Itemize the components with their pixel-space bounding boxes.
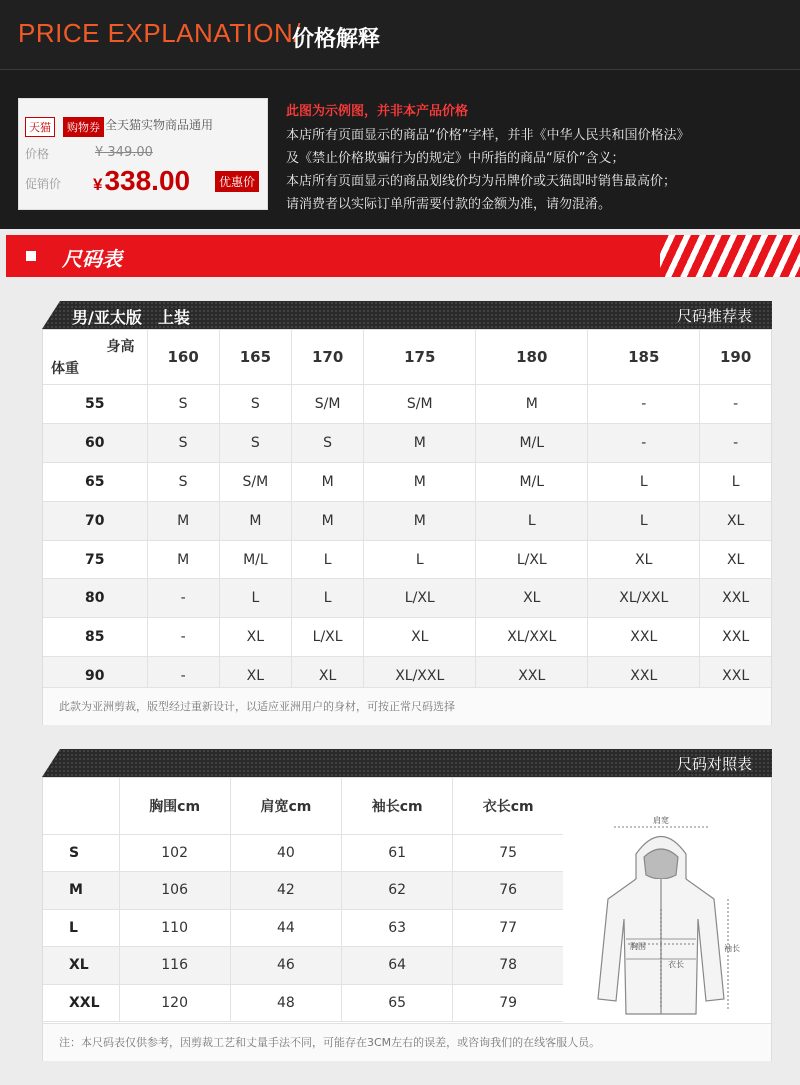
measure-col-header: 胸围cm <box>119 778 230 834</box>
yen-symbol: ¥ <box>93 175 103 194</box>
promo-label: 促销价 <box>25 177 62 191</box>
size-cell: XL/XXL <box>588 579 700 618</box>
recommend-row <box>43 423 771 462</box>
size-row-header: XXL <box>43 984 119 1022</box>
size-cell: - <box>147 579 219 618</box>
size-cell: XL/XXL <box>476 618 588 657</box>
size-cell: - <box>588 423 700 462</box>
height-col-header: 165 <box>219 330 291 385</box>
measure-cell: 78 <box>453 947 563 985</box>
size-cell: L <box>588 462 700 501</box>
size-cell: XL <box>292 657 364 696</box>
size-row-header: M <box>43 872 119 910</box>
figure-length-label: 衣长 <box>668 960 684 969</box>
measure-cell: 63 <box>342 909 453 947</box>
figure-sleeve-label: 袖长 <box>724 944 740 953</box>
size-cell: L/XL <box>476 540 588 579</box>
price-label: 价格 <box>25 147 50 161</box>
size-cell: L <box>292 540 364 579</box>
size-cell: S <box>219 385 291 424</box>
size-cell: XL <box>219 618 291 657</box>
size-row-header: XL <box>43 947 119 985</box>
measure-cell: 64 <box>342 947 453 985</box>
sample-price-card <box>18 98 268 210</box>
price-explanation-title-cn: 价格解释 <box>292 27 381 52</box>
size-cell: S/M <box>364 385 476 424</box>
size-cell: XL <box>476 579 588 618</box>
size-cell: - <box>588 385 700 424</box>
height-col-header: 175 <box>364 330 476 385</box>
size-row-header: L <box>43 909 119 947</box>
original-price: ¥ 349.00 <box>95 145 153 160</box>
measure-cell: 120 <box>119 984 230 1022</box>
size-chart-section <box>0 229 800 1085</box>
recommend-grid <box>43 330 771 696</box>
size-cell: S <box>147 385 219 424</box>
recommend-table-title-left: 男/亚太版 上装 <box>72 308 190 327</box>
weight-row-header: 80 <box>43 579 147 618</box>
measure-cell: 79 <box>453 984 563 1022</box>
price-note-line: 请消费者以实际订单所需要付款的金额为准，请勿混淆。 <box>286 197 612 212</box>
size-cell: M <box>292 501 364 540</box>
size-cell: M <box>147 540 219 579</box>
measure-cell: 48 <box>230 984 341 1022</box>
weight-row-header: 65 <box>43 462 147 501</box>
compare-table-header <box>42 749 772 777</box>
size-cell: M/L <box>476 423 588 462</box>
size-cell: XL <box>364 618 476 657</box>
size-cell: XL <box>588 540 700 579</box>
size-cell: S <box>292 423 364 462</box>
discount-tag: 优惠价 <box>215 171 259 192</box>
jacket-measurement-figure <box>586 799 740 1029</box>
corner-cell <box>43 330 147 385</box>
measure-cell: 77 <box>453 909 563 947</box>
price-explanation-title-en: PRICE EXPLANATION/ <box>18 18 302 48</box>
size-cell: L <box>292 579 364 618</box>
size-cell: XL <box>700 501 771 540</box>
recommend-row <box>43 618 771 657</box>
size-cell: L/XL <box>364 579 476 618</box>
price-explanation-section <box>0 0 800 229</box>
measure-cell: 62 <box>342 872 453 910</box>
measure-col-header: 衣长cm <box>453 778 563 834</box>
recommend-row <box>43 540 771 579</box>
size-cell: L/XL <box>292 618 364 657</box>
compare-row <box>43 909 563 947</box>
weight-axis-label: 体重 <box>51 361 79 377</box>
banner-square-icon <box>26 251 36 261</box>
size-cell: S <box>147 423 219 462</box>
measure-cell: 76 <box>453 872 563 910</box>
size-cell: L <box>476 501 588 540</box>
sale-price-value: 338.00 <box>104 165 191 196</box>
measure-cell: 40 <box>230 834 341 872</box>
measure-cell: 102 <box>119 834 230 872</box>
size-cell: S <box>219 423 291 462</box>
size-cell: S <box>147 462 219 501</box>
measure-cell: 42 <box>230 872 341 910</box>
size-cell: - <box>147 657 219 696</box>
recommend-note: 此款为亚洲剪裁，版型经过重新设计，以适应亚洲用户的身材，可按正常尺码选择 <box>43 687 771 725</box>
weight-row-header: 75 <box>43 540 147 579</box>
sale-price <box>93 165 190 197</box>
height-col-header: 160 <box>147 330 219 385</box>
recommend-table-title-right: 尺码推荐表 <box>676 307 752 325</box>
size-cell: L <box>364 540 476 579</box>
recommend-header-row <box>43 330 771 385</box>
recommend-row <box>43 501 771 540</box>
weight-row-header: 70 <box>43 501 147 540</box>
measure-cell: 75 <box>453 834 563 872</box>
coupon-tag: 购物券 <box>63 117 104 137</box>
size-cell: XL <box>700 540 771 579</box>
size-cell: M <box>364 423 476 462</box>
compare-row <box>43 834 563 872</box>
price-notes-title: 此图为示例图，并非本产品价格 <box>286 104 469 119</box>
figure-chest-label: 胸围 <box>630 942 646 951</box>
compare-table-title-right: 尺码对照表 <box>676 755 752 773</box>
size-cell: - <box>147 618 219 657</box>
measure-col-header: 袖长cm <box>342 778 453 834</box>
weight-row-header: 55 <box>43 385 147 424</box>
size-cell: M <box>219 501 291 540</box>
size-cell: XL/XXL <box>364 657 476 696</box>
recommend-table <box>42 329 772 725</box>
size-cell: XL <box>219 657 291 696</box>
recommend-row <box>43 579 771 618</box>
figure-shoulder-label: 肩宽 <box>653 816 669 825</box>
size-cell: XXL <box>700 579 771 618</box>
size-cell: M <box>292 462 364 501</box>
size-cell: XXL <box>700 618 771 657</box>
size-cell: M <box>147 501 219 540</box>
weight-row-header: 90 <box>43 657 147 696</box>
measure-cell: 110 <box>119 909 230 947</box>
price-notes <box>286 100 786 216</box>
height-axis-label: 身高 <box>106 339 135 355</box>
price-note-line: 及《禁止价格欺骗行为的规定》中所指的商品“原价”含义； <box>286 151 625 166</box>
compare-header-row <box>43 778 563 834</box>
size-cell: XXL <box>700 657 771 696</box>
size-cell: M <box>364 462 476 501</box>
size-row-header: S <box>43 834 119 872</box>
compare-note: 注：本尺码表仅供参考，因剪裁工艺和丈量手法不同，可能存在3CM左右的误差，或咨询我们的在线客服人员。 <box>43 1023 771 1061</box>
size-cell: L <box>219 579 291 618</box>
banner-stripes <box>660 235 800 277</box>
measure-cell: 65 <box>342 984 453 1022</box>
measure-cell: 61 <box>342 834 453 872</box>
size-cell: M <box>364 501 476 540</box>
size-cell: M/L <box>219 540 291 579</box>
height-col-header: 185 <box>588 330 700 385</box>
size-cell: XXL <box>476 657 588 696</box>
price-explanation-header <box>0 0 800 70</box>
measure-col-header: 肩宽cm <box>230 778 341 834</box>
size-cell: - <box>700 423 771 462</box>
tmall-tag: 天猫 <box>25 117 55 137</box>
compare-row <box>43 947 563 985</box>
size-cell: XXL <box>588 657 700 696</box>
compare-row <box>43 872 563 910</box>
height-col-header: 190 <box>700 330 771 385</box>
size-cell: L <box>588 501 700 540</box>
compare-row <box>43 984 563 1022</box>
height-col-header: 180 <box>476 330 588 385</box>
size-cell: M/L <box>476 462 588 501</box>
size-cell: S/M <box>292 385 364 424</box>
coupon-text: 全天猫实物商品通用 <box>105 118 214 132</box>
size-chart-banner <box>6 235 800 277</box>
size-cell: S/M <box>219 462 291 501</box>
price-note-line: 本店所有页面显示的商品划线价均为吊牌价或天猫即时销售最高价； <box>286 174 677 189</box>
measure-cell: 46 <box>230 947 341 985</box>
recommend-row <box>43 462 771 501</box>
price-note-line: 本店所有页面显示的商品“价格”字样，并非《中华人民共和国价格法》 <box>286 128 690 143</box>
recommend-row <box>43 385 771 424</box>
size-cell: M <box>476 385 588 424</box>
measure-cell: 116 <box>119 947 230 985</box>
compare-corner-cell <box>43 778 119 834</box>
compare-grid <box>43 778 563 1022</box>
size-cell: L <box>700 462 771 501</box>
weight-row-header: 60 <box>43 423 147 462</box>
height-col-header: 170 <box>292 330 364 385</box>
measure-cell: 106 <box>119 872 230 910</box>
measure-cell: 44 <box>230 909 341 947</box>
size-cell: XXL <box>588 618 700 657</box>
recommend-table-header <box>42 301 772 329</box>
size-chart-title: 尺码表 <box>62 247 122 271</box>
size-cell: - <box>700 385 771 424</box>
weight-row-header: 85 <box>43 618 147 657</box>
